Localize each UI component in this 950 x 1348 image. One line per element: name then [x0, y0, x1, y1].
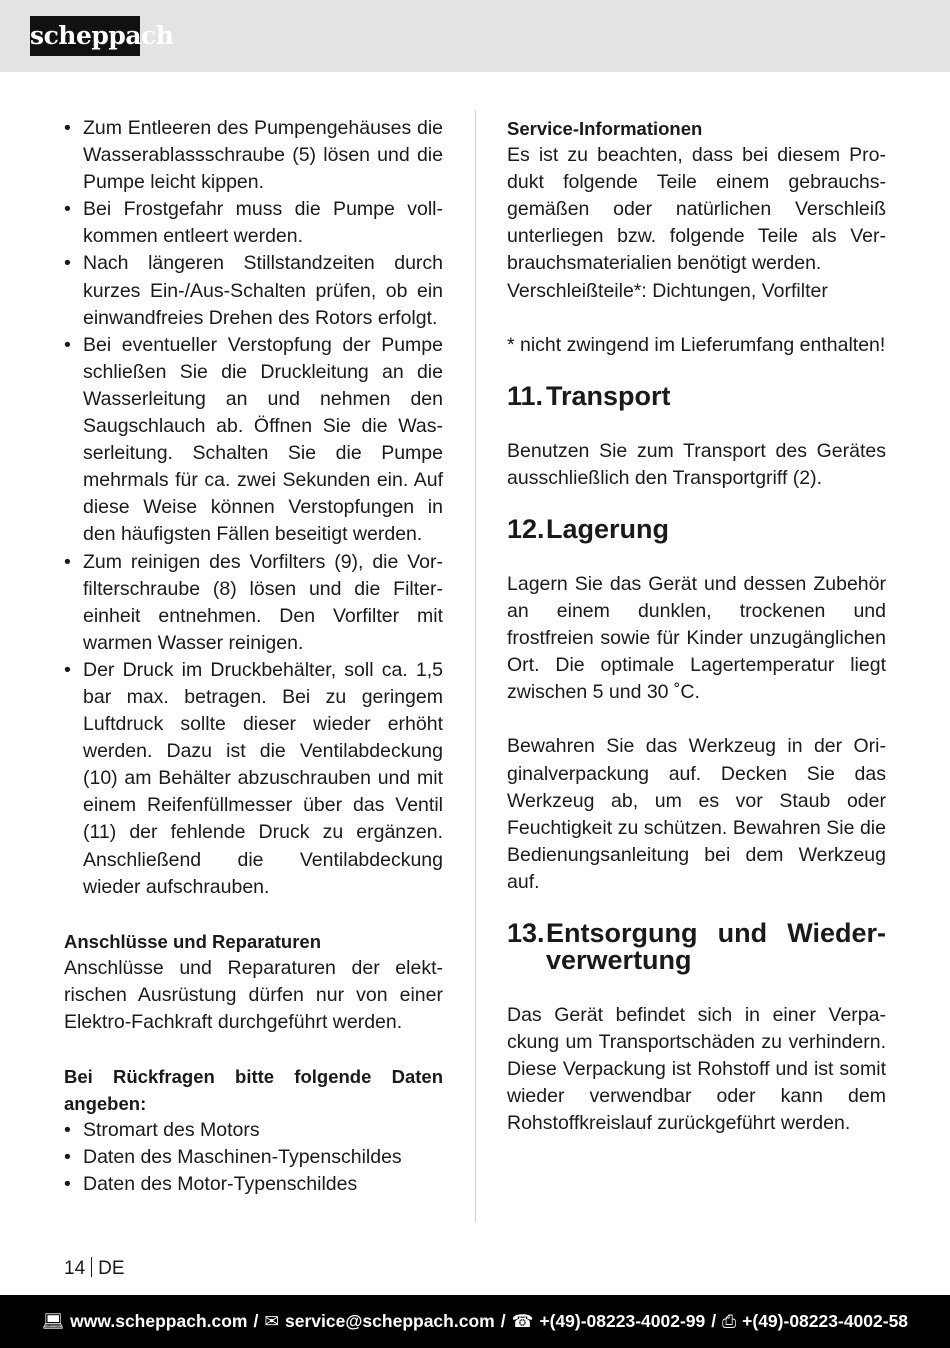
footnote-text: * nicht zwingend im Lieferumfang enthalten! — [507, 333, 886, 356]
connections-text: Anschlüsse und Reparaturen der elektrischen Ausrüstung dürfen nur von einer Elektro-Fachkraft durchgeführt werden. — [64, 956, 443, 1033]
page-header — [0, 0, 950, 72]
maintenance-list — [64, 115, 443, 901]
wear-parts-text: Verschleißteile*: Dichtungen, Vorfilter — [507, 279, 828, 302]
separator: / — [711, 1311, 717, 1331]
section-number: 12. — [507, 513, 545, 544]
column-divider — [475, 110, 476, 1222]
transport-text: Benutzen Sie zum Transport des Gerätes ausschließlich den Transportgriff (2). — [507, 439, 886, 489]
list-item: • Bei Frostgefahr muss die Pumpe vollkommen entleert werden. — [64, 196, 443, 250]
page-number — [64, 1257, 125, 1281]
section-heading-transport — [507, 380, 886, 411]
right-column — [507, 115, 886, 1137]
fax-number: +(49)-08223-4002-58 — [742, 1311, 909, 1331]
fax-icon: ⎙ — [722, 1311, 737, 1331]
list-item: • Der Druck im Druckbehälter, soll ca. 1,5 bar max. betragen. Bei zu geringem Luftdruck sollte dieser wieder erhöht werden. Dazu ist die Ventilabdeckung (10) am Behälter abzuschrauben und mit einem Reifenfüllmesser über das Ventil (11) der fehlende Druck zu ergänzen. Anschließend die Ventilabdeckung wieder aufschrauben. — [64, 657, 443, 901]
left-column — [64, 115, 443, 1199]
list-item: • Stromart des Motors — [64, 1117, 443, 1144]
service-heading: Service-Informationen — [507, 118, 703, 139]
mail-icon: ✉︎ — [264, 1311, 280, 1331]
section-heading-storage — [507, 513, 886, 544]
list-item: • Daten des Motor-Typenschildes — [64, 1171, 443, 1198]
inquiry-heading: Bei Rückfragen bitte folgende Daten angeben: — [64, 1066, 443, 1115]
section-title: Transport — [546, 380, 671, 411]
email-link[interactable]: service@scheppach.com — [285, 1311, 495, 1331]
section-number: 11. — [507, 380, 544, 411]
separator: / — [253, 1311, 259, 1331]
phone-number: +(49)-08223-4002-99 — [539, 1311, 706, 1331]
disposal-text: Das Gerät befindet sich in einer Verpackung um Transportschäden zu verhindern. Diese Verpackung ist Rohstoff und ist somit wieder verwendbar oder kann dem Rohstoffkreislauf zurückgeführt werden. — [507, 1003, 886, 1135]
language-code: DE — [98, 1258, 125, 1279]
section-title: Lagerung — [546, 513, 670, 544]
list-item: • Zum reinigen des Vorfilters (9), die Vorfilterschraube (8) lösen und die Filtereinheit entnehmen. Den Vorfilter mit warmen Wasser reinigen. — [64, 549, 443, 657]
storage-text: Lagern Sie das Gerät und dessen Zubehör an einem dunklen, trockenen und frostfreien sowie für Kinder unzugänglichen Ort. Die optimale Lagertemperatur liegt zwischen 5 und 30 ˚C. — [507, 572, 886, 704]
computer-icon: 💻︎ — [41, 1311, 65, 1331]
separator: / — [500, 1311, 506, 1331]
section-title: Entsorgung und Wiederverwertung — [546, 917, 886, 975]
page-number-value: 14 — [64, 1258, 86, 1279]
scheppach-logo: scheppach — [30, 16, 140, 56]
list-item: • Daten des Maschinen-Typenschildes — [64, 1144, 443, 1171]
list-item: • Bei eventueller Verstopfung der Pumpe schließen Sie die Druckleitung an die Wasserleitung an und nehmen den Saugschlauch ab. Öffnen Sie die Wasserleitung. Schalten Sie die Pumpe mehrmals für ca. zwei Sekunden ein. Auf diese Weise können Verstopfungen in den häufigsten Fällen beseitigt werden. — [64, 332, 443, 549]
list-item: • Nach längeren Stillstandzeiten durch kurzes Ein-/Aus-Schalten prüfen, ob ein einwandfreies Drehen des Rotors erfolgt. — [64, 250, 443, 331]
service-text: Es ist zu beachten, dass bei diesem Produkt folgende Teile einem gebrauchsgemäßen oder natürlichen Verschleiß unterliegen bzw. folgende Teile als Verbrauchsmaterialien benötigt werden. — [507, 144, 886, 275]
section-number: 13. — [507, 917, 545, 948]
connections-heading: Anschlüsse und Reparaturen — [64, 930, 322, 952]
website-link[interactable]: www.scheppach.com — [70, 1311, 248, 1331]
phone-icon: ☎︎ — [511, 1311, 534, 1331]
storage-text-2: Bewahren Sie das Werkzeug in der Originalverpackung auf. Decken Sie das Werkzeug ab, um es vor Staub oder Feuchtigkeit zu schützen. Bewahren Sie die Bedienungsanleitung bei dem Werkzeug auf. — [507, 735, 886, 893]
list-item: • Zum Entleeren des Pumpengehäuses die Wasserablassschraube (5) lösen und die Pumpe leicht kippen. — [64, 115, 443, 196]
contact-bar — [0, 1295, 950, 1348]
inquiry-list — [64, 1117, 443, 1198]
page-number-separator — [91, 1257, 92, 1277]
section-heading-disposal — [507, 917, 886, 975]
